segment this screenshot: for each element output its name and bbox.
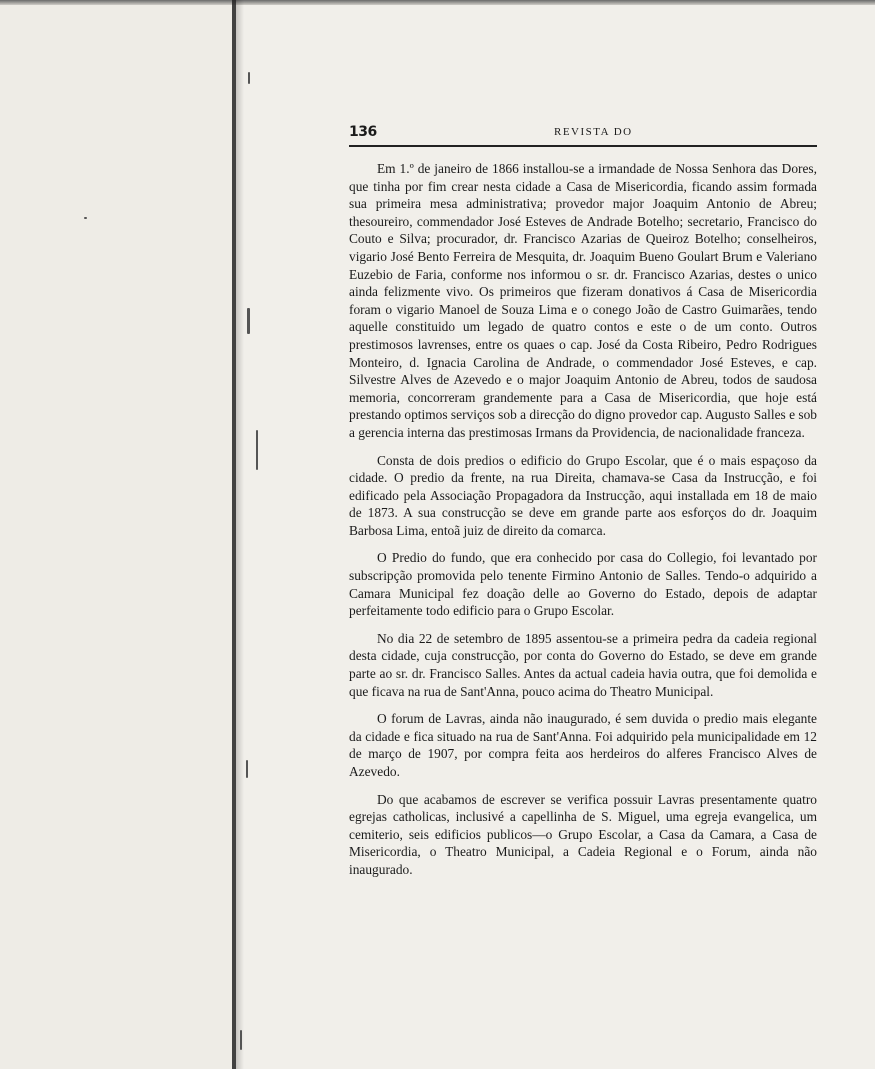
paragraph-grupo-escolar: Consta de dois predios o edificio do Grupo Escolar, que é o mais espaçoso da cidade. O predio da frente, na rua Direita, chamava-se Casa da Instrucção, e foi edificado pela Associação Propagadora da Instrucção, aqui installada em 18 de maio de 1873. A sua construcção se deve em grande parte aos esforços do dr. Joaquim Barbosa Lima, entoã juiz de direito da comarca. [349, 452, 817, 538]
body-text [349, 160, 817, 889]
paragraph-forum: O forum de Lavras, ainda não inaugurado, é sem duvida o predio mais elegante da cidade e fica situado na rua de Sant'Anna. Foi adquirido pela municipalidade em 12 de março de 1907, por compra feita aos herdeiros do alferes Francisco Alves de Azevedo. [349, 711, 817, 779]
scan-speck [256, 430, 258, 470]
scan-speck [246, 760, 248, 778]
paragraph-misericordia: Em 1.º de janeiro de 1866 installou-se a irmandade de Nossa Senhora das Dores, que tinha por fim crear nesta cidade a Casa de Misericordia, ficando assim formada sua primeira mesa administrativa; provedor major Joaquim Antonio de Abreu; thesoureiro, commendador José Esteves de Andrade Botelho; secretario, Francisco do Couto e Silva; procurador, dr. Francisco Azarias de Queiroz Botelho; conselheiros, vigario José Bento Ferreira de Mesquita, dr. Joaquim Bueno Goulart Brum e Valeriano Euzebio de Faria, conforme nos informou o sr. dr. Francisco Azarias, destes o unico ainda felizmente vivo. Os primeiros que fizeram donativos á Casa de Misericordia foram o vigario Manoel de Souza Lima e o conego João de Castro Guimarães, tendo aquelle constituido um legado de quatro contos e este o de um conto. Outros prestimosos lavrenses, entre os quaes o cap. José da Costa Ribeiro, Pedro Rodrigues Monteiro, d. Ignacia Carolina de Andrade, o commendador José Esteves, e cap. Silvestre Alves de Azevedo e o major Joaquim Antonio de Abreu, todos de saudosa memoria, concorreram grandemente para a Casa de Misericordia, que hoje está prestando optimos serviços sob a direcção do digno provedor cap. Augusto Salles e sob a gerencia interna das prestimosas Irmans da Providencia, de nacionalidade franceza. [349, 161, 817, 440]
paragraph-cadeia: No dia 22 de setembro de 1895 assentou-se a primeira pedra da cadeia regional desta cidade, cuja construcção, por conta do Governo do Estado, se deve em grande parte ao sr. dr. Francisco Salles. Antes da actual cadeia havia outra, que foi demolida e que ficava na rua de Sant'Anna, pouco acima do Theatro Municipal. [349, 630, 817, 699]
page-number: 136 [349, 124, 377, 140]
scan-speck [240, 1030, 242, 1050]
paragraph-predio-fundo: O Predio do fundo, que era conhecido por casa do Collegio, foi levantado por subscripção promovida pelo tenente Firmino Antonio de Salles. Tendo-o adquirido a Camara Municipal fez doação delle ao Governo do Estado, depois de adaptar perfeitamente todo edificio para o Grupo Escolar. [349, 550, 817, 619]
gutter-shadow [236, 0, 244, 1069]
page-top-edge [0, 0, 875, 5]
paragraph-summary: Do que acabamos de escrever se verifica possuir Lavras presentamente quatro egrejas catholicas, inclusivé a capellinha de S. Miguel, uma egreja evangelica, um cemiterio, seis edificios publicos—o Grupo Escolar, a Casa da Camara, a Casa de Misericordia, o Theatro Municipal, a Cadeia Regional e o Forum, ainda não inaugurado. [349, 791, 817, 877]
scan-speck [84, 217, 87, 219]
scan-speck [248, 72, 250, 84]
running-head: REVISTA DO [554, 126, 633, 138]
page-header [349, 118, 817, 148]
page-margin-left [0, 0, 232, 1069]
scan-speck [247, 308, 250, 334]
header-rule [349, 145, 817, 147]
